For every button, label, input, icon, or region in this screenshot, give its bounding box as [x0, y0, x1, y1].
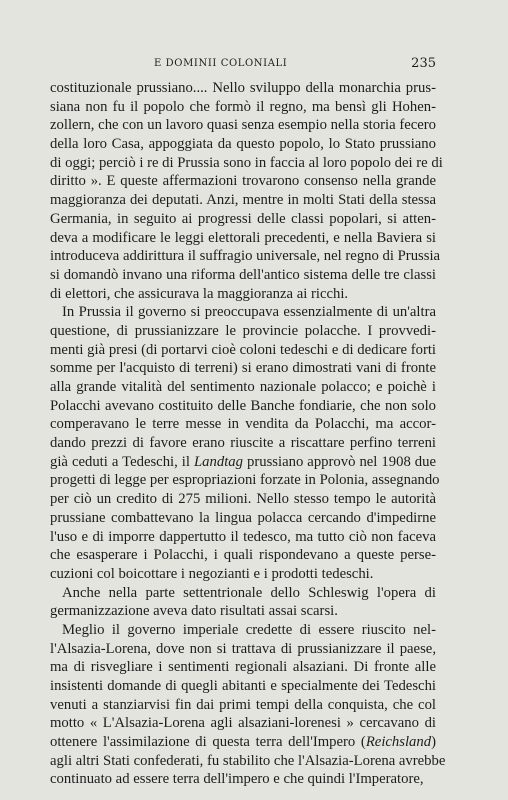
text-line: motto « L'Alsazia-Lorena agli alsaziani-lorenesi » cercavano di — [50, 715, 436, 732]
text-line: comperavano le terre messe in vendita da Polacchi, ma accor- — [50, 416, 436, 433]
text-line: progetti di legge per espropriazioni forzate in Polonia, assegnando — [50, 472, 440, 489]
text-line: dando prezzi di favore erano riuscite a riscattare perfino terreni — [50, 435, 436, 452]
text-line: insistenti domande di quegli abitanti e specialmente dei Tedeschi — [50, 678, 436, 694]
text-line: siana non fu il popolo che formò il regno, ma bensì gli Hohen- — [50, 98, 436, 115]
text-line: l'Alsazia-Lorena, dove non si trattava di prussianizzare il paese, — [50, 640, 436, 657]
text-line: germanizzazione aveva dato risultati assai scarsi. — [50, 603, 338, 620]
text-line: ottenere l'assimilazione di questa terra dell'Impero (Reichsland) — [50, 734, 436, 751]
text-line: Polacchi avevano costituito delle Banche fondiarie, che non solo — [50, 397, 436, 414]
text-line: introduceva addirittura il suffragio universale, nel regno di Prussia — [50, 248, 441, 265]
text-line: somme per l'acquisto di terreni) si erano dimostrati vani di fronte — [50, 360, 436, 377]
text-line: continuato ad essere terra dell'impero e che quindi l'Imperatore, — [50, 771, 424, 788]
text-line: ma di risvegliare i sentimenti regionali alsaziani. Di fronte alle — [50, 659, 436, 676]
text-line: di oggi; perciò i re di Prussia sono in faccia al loro popolo dei re di — [50, 154, 443, 171]
text-line: maggioranza dei deputati. Anzi, mentre in molti Stati della stessa — [50, 192, 436, 209]
text-line: alla grande vitalità del sentimento nazionale polacco; e poichè i — [50, 379, 436, 395]
text-line: della loro Casa, appoggiata da questo popolo, lo Stato prussiano — [50, 136, 436, 153]
text-line: costituzionale prussiano.... Nello sviluppo della monarchia prus- — [50, 80, 436, 96]
text-line: zollern, che con un lavoro quasi senza esempio nella storia fecero — [50, 117, 436, 134]
paragraph — [50, 303, 440, 583]
paragraph — [50, 621, 446, 789]
page-header — [50, 56, 436, 72]
text-line: diritto ». E queste affermazioni trovarono consenso nella grande — [50, 173, 436, 190]
text-line: si domandò invano una riforma dell'antico sistema delle tre classi — [50, 266, 436, 283]
text-line: questione, di prussianizzare le provincie polacche. I provvedi- — [50, 322, 436, 339]
text-line: già ceduti a Tedeschi, il Landtag prussiano approvò nel 1908 due — [50, 453, 437, 470]
text-line: venuti a stanziarvisi fin dai primi tempi della conquista, che col — [50, 696, 436, 713]
text-line: menti già presi (di portarvi cioè coloni tedeschi e di dedicare forti — [50, 341, 436, 358]
text-line: Anche nella parte settentrionale dello Schleswig l'opera di — [62, 584, 436, 601]
paragraph — [50, 584, 436, 621]
text-line: prussiane combattevano la lingua polacca cercando d'impedirne — [50, 509, 436, 526]
text-line: Germania, in seguito ai progressi delle classi popolari, si atten- — [50, 210, 436, 227]
running-title: E DOMINII COLONIALI — [154, 58, 288, 69]
text-line: di elettori, che assicurava la maggioranza ai ricchi. — [50, 285, 349, 302]
paragraph — [50, 79, 443, 303]
text-line: l'uso e di imporre dappertutto il tedesco, ma tutto ciò non faceva — [50, 528, 436, 545]
text-line: agli altri Stati confederati, fu stabilito che l'Alsazia-Lorena avrebbe — [50, 752, 446, 769]
text-line: deva a modificare le leggi elettorali precedenti, e nella Baviera si — [50, 229, 436, 246]
text-line: In Prussia il governo si preoccupava essenzialmente di un'altra — [62, 304, 436, 321]
text-line: che esasperare i Polacchi, i quali rispondevano a queste perse- — [50, 547, 436, 564]
text-line: cuzioni col boicottare i negozianti e i prodotti tedeschi. — [50, 565, 374, 582]
text-line: Meglio il governo imperiale credette di essere riuscito nel- — [62, 621, 436, 638]
text-line: per ciò un credito di 275 milioni. Nello stesso tempo le autorità — [50, 491, 436, 508]
body-text — [50, 79, 446, 789]
page-number: 235 — [411, 56, 436, 71]
